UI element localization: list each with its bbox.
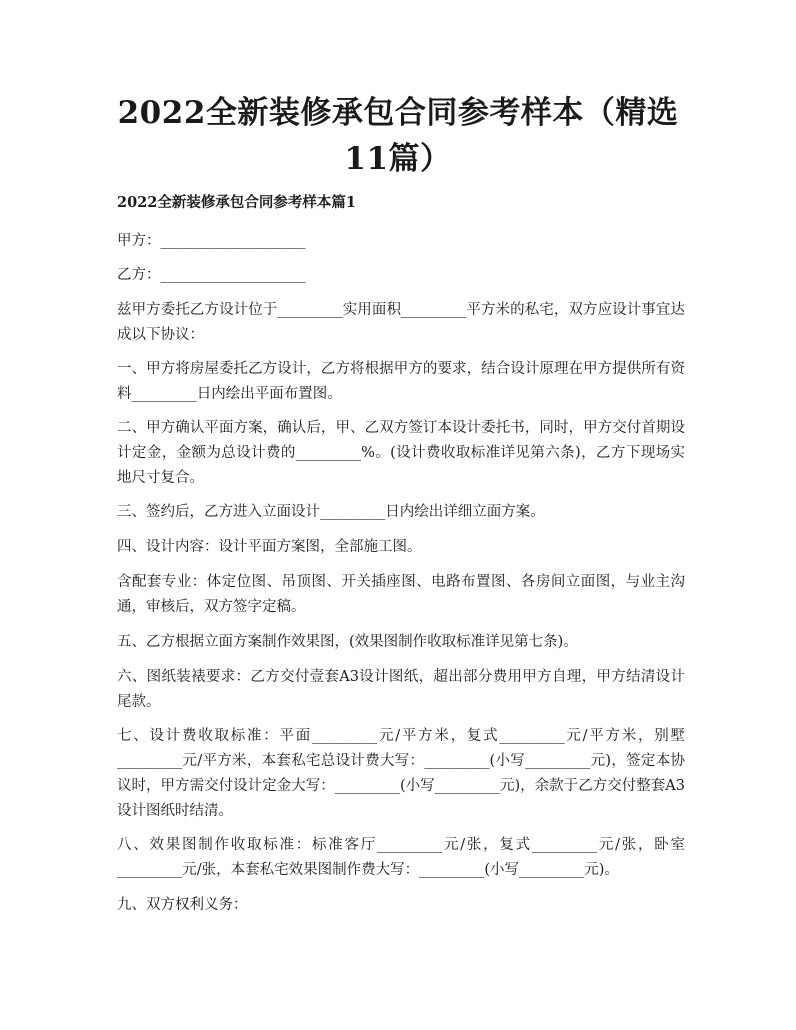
clause-4-detail: 含配套专业：体定位图、吊顶图、开关插座图、电路布置图、各房间立面图，与业主沟通，审核后，双方签字定稿。	[117, 574, 685, 615]
clause-9: 九、双方权利义务：	[117, 897, 248, 913]
clause-8: 八、效果图制作收取标准：标准客厅_________元/张，复式_________元/张，卧室_________元/张，本套私宅效果图制作费大写：_________(小写_________元)。	[117, 837, 685, 878]
clause-6: 六、图纸装裱要求：乙方交付壹套A3设计图纸，超出部分费用甲方自理，甲方结清设计尾款。	[117, 669, 685, 710]
paragraph-intro: 兹甲方委托乙方设计位于_________实用面积_________平方米的私宅，双方应设计事宜达成以下协议：	[117, 302, 685, 343]
party-a-line: 甲方：____________________	[117, 233, 306, 249]
clause-4: 四、设计内容：设计平面方案图，全部施工图。	[117, 539, 422, 555]
clause-7: 七、设计费收取标准：平面_________元/平方米，复式_________元/平方米，别墅_________元/平方米，本套私宅总设计费大写：_________(小写_________元)，签定本协议时，甲方需交付设计定金大写：_________(小写_________元)，余款于乙方交付整套A3设计图纸时结清。	[117, 728, 685, 819]
section-heading: 2022全新装修承包合同参考样本篇1	[117, 194, 356, 211]
clause-2: 二、甲方确认平面方案，确认后，甲、乙双方签订本设计委托书，同时，甲方交付首期设计定金，金额为总设计费的_________%。(设计费收取标准详见第六条)，乙方下现场实地尺寸复合。	[117, 420, 685, 486]
clause-3: 三、签约后，乙方进入立面设计_________日内绘出详细立面方案。	[117, 504, 545, 520]
clause-1: 一、甲方将房屋委托乙方设计，乙方将根据甲方的要求，结合设计原理在甲方提供所有资料_________日内绘出平面布置图。	[117, 361, 685, 402]
document-title: 2022全新装修承包合同参考样本（精选11篇）	[117, 95, 679, 177]
clause-5: 五、乙方根据立面方案制作效果图，(效果图制作收取标准详见第七条)。	[117, 634, 578, 650]
party-b-line: 乙方：____________________	[117, 267, 306, 283]
